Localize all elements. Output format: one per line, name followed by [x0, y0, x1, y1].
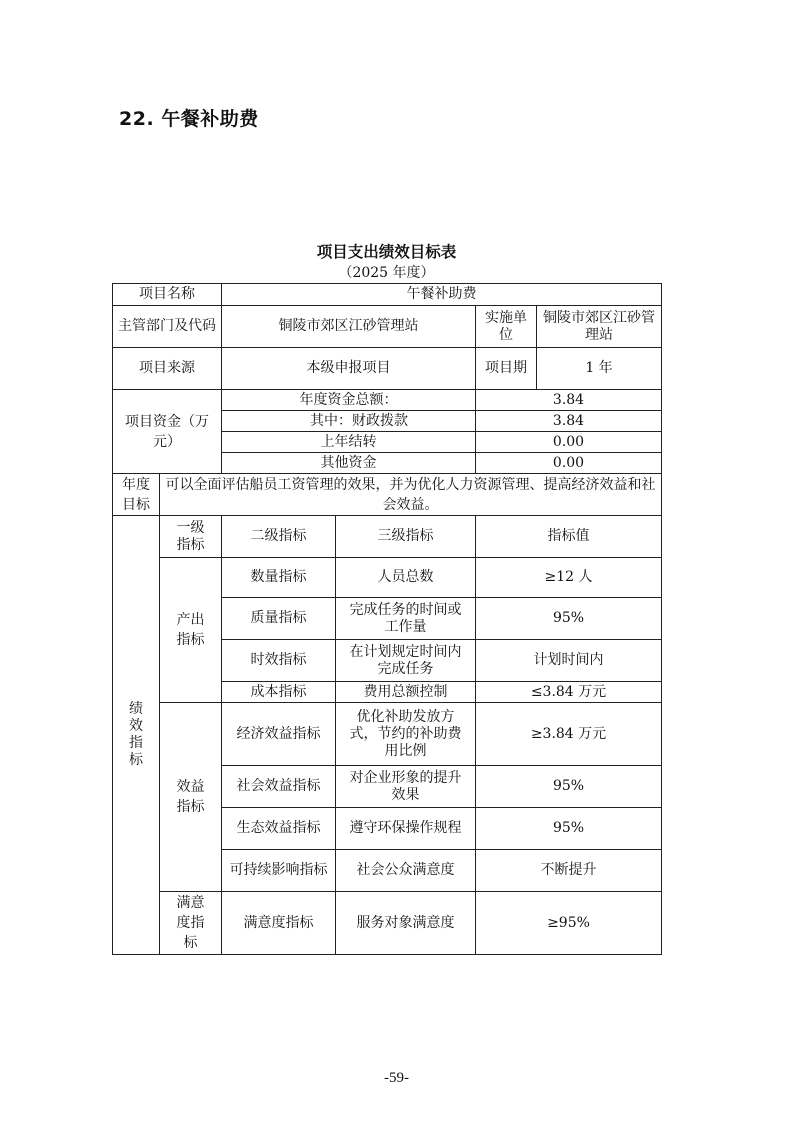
header-value: 指标值 — [476, 516, 662, 558]
fund-other-value: 0.00 — [476, 453, 662, 474]
impl-unit-label: 实施单位 — [476, 306, 537, 348]
level1-satisfaction: 满意度指标 — [160, 892, 222, 955]
indicator-value-cell: 95% — [476, 598, 662, 640]
level1-output: 产出指标 — [160, 558, 222, 703]
period-value: 1 年 — [537, 348, 662, 390]
fund-carryover-value: 0.00 — [476, 432, 662, 453]
level3-cell: 服务对象满意度 — [336, 892, 476, 955]
table-title: 项目支出绩效目标表 — [316, 243, 457, 261]
indicator-value-cell: 95% — [476, 808, 662, 850]
header-level1: 一级指标 — [160, 516, 222, 558]
impl-unit-value: 铜陵市郊区江砂管理站 — [537, 306, 662, 348]
level2-cell: 时效指标 — [222, 640, 336, 682]
dept-value: 铜陵市郊区江砂管理站 — [222, 306, 476, 348]
indicator-value-cell: ≥12 人 — [476, 558, 662, 598]
header-level3: 三级指标 — [336, 516, 476, 558]
level3-cell: 在计划规定时间内完成任务 — [336, 640, 476, 682]
table-row — [113, 348, 662, 390]
table-row — [113, 284, 662, 306]
level2-cell: 数量指标 — [222, 558, 336, 598]
table-row — [113, 474, 662, 516]
level2-cell: 质量指标 — [222, 598, 336, 640]
indicator-value-cell: ≤3.84 万元 — [476, 682, 662, 703]
page-number: -59- — [384, 1070, 409, 1086]
fund-total-label: 年度资金总额： — [222, 390, 476, 411]
level1-benefit: 效益指标 — [160, 703, 222, 892]
table-row — [113, 558, 662, 598]
table-row — [113, 390, 662, 411]
table-subtitle: （2025 年度） — [338, 265, 435, 281]
performance-goal-table — [112, 283, 662, 955]
indicator-value-cell: ≥3.84 万元 — [476, 703, 662, 766]
source-label: 项目来源 — [113, 348, 222, 390]
table-row — [113, 892, 662, 955]
level3-cell: 费用总额控制 — [336, 682, 476, 703]
indicator-value-cell: ≥95% — [476, 892, 662, 955]
project-name-value: 午餐补助费 — [222, 284, 662, 306]
dept-label: 主管部门及代码 — [113, 306, 222, 348]
indicator-value-cell: 95% — [476, 766, 662, 808]
section-heading: 22. 午餐补助费 — [119, 108, 259, 130]
indicator-value-cell: 不断提升 — [476, 850, 662, 892]
level2-cell: 成本指标 — [222, 682, 336, 703]
level2-cell: 社会效益指标 — [222, 766, 336, 808]
project-name-label: 项目名称 — [113, 284, 222, 306]
fund-other-label: 其他资金 — [222, 453, 476, 474]
perf-indicator-label: 绩效指标 — [113, 516, 160, 955]
fund-total-value: 3.84 — [476, 390, 662, 411]
level2-cell: 可持续影响指标 — [222, 850, 336, 892]
table-row — [113, 306, 662, 348]
level3-cell: 优化补助发放方式，节约的补助费用比例 — [336, 703, 476, 766]
funds-label: 项目资金（万元） — [113, 390, 222, 474]
level2-cell: 满意度指标 — [222, 892, 336, 955]
fund-carryover-label: 上年结转 — [222, 432, 476, 453]
level3-cell: 人员总数 — [336, 558, 476, 598]
period-label: 项目期 — [476, 348, 537, 390]
source-value: 本级申报项目 — [222, 348, 476, 390]
level2-cell: 经济效益指标 — [222, 703, 336, 766]
table-row — [113, 703, 662, 766]
level3-cell: 对企业形象的提升效果 — [336, 766, 476, 808]
annual-goal-label: 年度目标 — [113, 474, 160, 516]
table-row — [113, 516, 662, 558]
annual-goal-value: 可以全面评估船员工资管理的效果，并为优化人力资源管理、提高经济效益和社会效益。 — [160, 474, 662, 516]
fund-fiscal-label: 其中：财政拨款 — [222, 411, 476, 432]
header-level2: 二级指标 — [222, 516, 336, 558]
level3-cell: 完成任务的时间或工作量 — [336, 598, 476, 640]
fund-fiscal-value: 3.84 — [476, 411, 662, 432]
level3-cell: 遵守环保操作规程 — [336, 808, 476, 850]
level3-cell: 社会公众满意度 — [336, 850, 476, 892]
indicator-value-cell: 计划时间内 — [476, 640, 662, 682]
level2-cell: 生态效益指标 — [222, 808, 336, 850]
